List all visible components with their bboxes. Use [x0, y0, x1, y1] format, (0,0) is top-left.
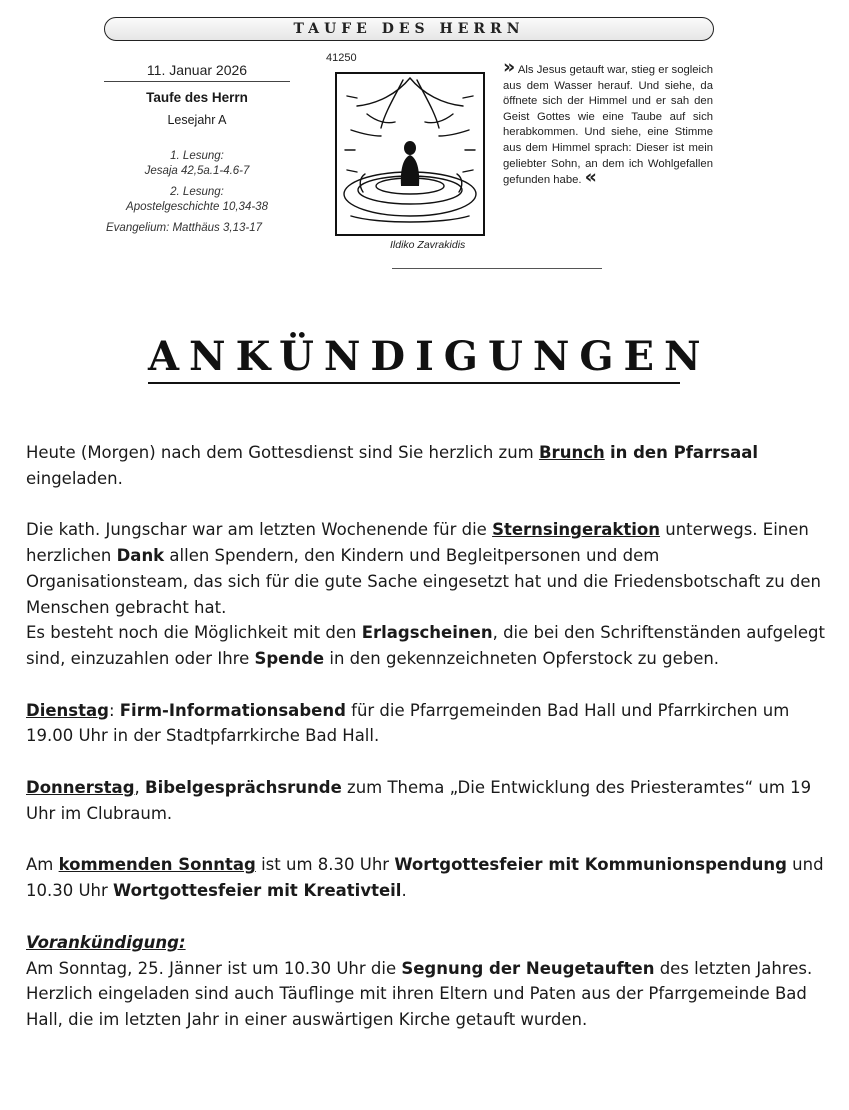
quote-open-icon: »: [503, 56, 516, 78]
day-donnerstag: Donnerstag: [26, 778, 135, 798]
header-divider: [392, 268, 602, 269]
vorankuendigung-label: Vorankündigung:: [26, 932, 186, 952]
event-firm-info: Firm-Informationsabend: [119, 700, 346, 720]
image-number: 41250: [326, 52, 357, 64]
feast-title: Taufe des Herrn: [146, 90, 248, 105]
text: in den gekennzeichneten Opferstock zu geben.: [324, 648, 720, 668]
sternsinger-highlight: Sternsingeraktion: [492, 520, 661, 540]
text: Die kath. Jungschar war am letzten Wochenende für die: [26, 520, 493, 540]
reading-2: [104, 185, 290, 215]
day-sonntag: kommenden Sonntag: [58, 855, 256, 875]
reading-1-label: 1. Lesung:: [170, 150, 224, 162]
title-underline: [148, 382, 680, 384]
announcement-brunch: [26, 440, 826, 491]
announcement-sternsinger: [26, 517, 826, 671]
liturgy-info: [104, 62, 290, 236]
event-bibelgespraech: Bibelgesprächsrunde: [145, 778, 342, 798]
reading-2-label: 2. Lesung:: [170, 186, 224, 198]
text: eingeladen.: [26, 468, 123, 488]
date: 11. Januar 2026: [146, 62, 248, 78]
pfarrsaal-highlight: in den Pfarrsaal: [609, 443, 759, 462]
brunch-highlight: Brunch: [538, 443, 605, 462]
event-segnung: Segnung der Neugetauften: [401, 958, 655, 978]
header-banner: [104, 17, 714, 41]
gospel-text: Als Jesus getauft war, stieg er sogleich aus dem Wasser herauf. Und siehe, da öffnete sich der Himmel und er sah den Geist Gottes wie eine Taube auf sich herabkommen. Und siehe, eine Stimme aus dem Himmel sprach: Dieser ist mein geliebter Sohn, an dem ich Wohlgefallen gefunden habe.: [503, 64, 713, 187]
text: ,: [134, 778, 146, 798]
text: Es besteht noch die Möglichkeit mit den: [26, 623, 362, 643]
announcements: [26, 440, 826, 1059]
banner-title: TAUFE DES HERRN: [293, 21, 525, 37]
text: Heute (Morgen) nach dem Gottesdienst sind Sie herzlich zum: [26, 443, 539, 462]
text: .: [401, 881, 407, 901]
lesejahr: Lesejahr A: [167, 113, 227, 127]
event-kommunion: Wortgottesfeier mit Kommunionspendung: [394, 855, 787, 875]
erlagscheine-highlight: Erlagscheinen: [361, 623, 493, 643]
text: des letzten Jahres. Herzlich eingeladen sind auch Täuflinge mit ihren Eltern und Paten aus der Pfarrgemeinde Bad Hall, die im letzten Jahr in einer auswärtigen Kirche getauft wurden.: [26, 958, 813, 1029]
text: Am Sonntag, 25. Jänner ist um 10.30 Uhr die: [26, 958, 402, 978]
text: :: [108, 700, 120, 720]
announcement-dienstag: [26, 698, 826, 749]
dank-highlight: Dank: [116, 546, 165, 566]
announcement-sonntag: [26, 852, 826, 903]
announcement-donnerstag: [26, 775, 826, 826]
text: unterwegs. Einen herzlichen: [26, 520, 809, 566]
baptism-drawing: [337, 74, 483, 234]
text: allen Spendern, den Kindern und Begleitpersonen und dem Organisationsteam, das sich für die gute Sache eingesetzt hat und die Friedensbotschaft zu den Menschen gebracht hat.: [26, 546, 821, 617]
text: ist um 8.30 Uhr: [255, 855, 395, 875]
gospel-quote: [503, 56, 713, 189]
reading-1-ref: Jesaja 42,5a.1-4.6-7: [144, 165, 250, 177]
event-kreativteil: Wortgottesfeier mit Kreativteil: [113, 881, 402, 901]
artist-credit: Ildiko Zavrakidis: [390, 239, 466, 251]
evangelium: Evangelium: Matthäus 3,13-17: [106, 222, 262, 234]
quote-close-icon: «: [584, 166, 597, 189]
reading-2-ref: Apostelgeschichte 10,34-38: [126, 201, 268, 213]
text: , die bei den Schriftenständen aufgelegt sind, einzuzahlen oder Ihre: [26, 623, 825, 668]
date-divider: [104, 81, 290, 82]
page-title: ANKÜNDIGUNGEN: [148, 333, 711, 380]
baptism-illustration: [335, 72, 485, 236]
text: und 10.30 Uhr: [26, 855, 824, 901]
announcement-vorankuendigung: [26, 930, 826, 1033]
day-dienstag: Dienstag: [26, 700, 109, 720]
reading-1: [104, 149, 290, 179]
spende-highlight: Spende: [254, 648, 325, 668]
text: für die Pfarrgemeinden Bad Hall und Pfarrkirchen um 19.00 Uhr in der Stadtpfarrkirche Bad Hall.: [26, 700, 790, 746]
text: Am: [26, 855, 59, 875]
text: zum Thema „Die Entwicklung des Priesteramtes“ um 19 Uhr im Clubraum.: [26, 778, 812, 823]
